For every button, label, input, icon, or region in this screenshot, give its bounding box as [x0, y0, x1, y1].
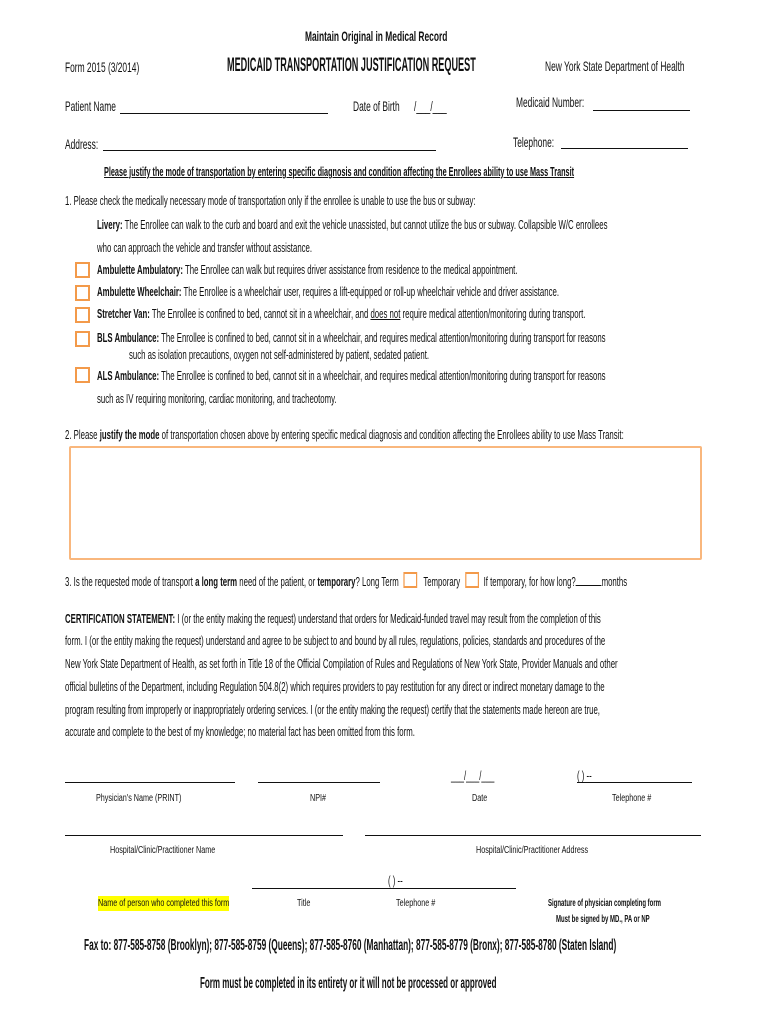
title-label: Title [297, 898, 311, 909]
physician-phone-field[interactable]: ( ) -- [577, 768, 592, 783]
checkbox-als-ambulance[interactable] [75, 367, 90, 383]
date-field[interactable]: ___/___/___ [451, 768, 495, 783]
completed-by-phone-field[interactable]: ( ) -- [388, 873, 403, 888]
option-emphasis: does not [370, 306, 401, 321]
q2-a: 2. Please [65, 427, 100, 442]
form-title: MEDICAID TRANSPORTATION JUSTIFICATION REQUEST [227, 55, 476, 76]
checkbox-ambulette-ambulatory[interactable] [75, 262, 90, 278]
agency: New York State Department of Health [545, 58, 685, 74]
checkbox-temporary[interactable] [465, 572, 479, 588]
date-label: Date [472, 793, 488, 804]
q2-text [65, 427, 624, 442]
hospital-name-field[interactable] [65, 835, 343, 836]
cert-line-1: form. I (or the entity making the request) understand and agree to be subject to and bound by all rules, regulations, policies, standards and procedures of the [65, 633, 606, 648]
dob-field[interactable]: /___/___ [414, 98, 447, 114]
checkbox-long-term[interactable] [404, 572, 418, 588]
option-ambulette-wheelchair [97, 284, 559, 299]
cert-label: CERTIFICATION STATEMENT: [65, 611, 176, 626]
telephone-label: Telephone: [513, 134, 555, 150]
telephone-label: Telephone # [612, 793, 652, 804]
q3-b: a long term [195, 574, 238, 589]
option-desc: The Enrollee is confined to bed, cannot sit in a wheelchair, and [149, 306, 371, 321]
q3-d: temporary [317, 574, 356, 589]
temporary-label: Temporary [423, 574, 461, 589]
option-desc: The Enrollee can walk but requires driver assistance from residence to the medical appointment. [182, 262, 518, 277]
checkbox-stretcher-van[interactable] [75, 307, 90, 323]
q3-a: 3. Is the requested mode of transport [65, 574, 196, 589]
option-desc: The Enrollee is a wheelchair user, requires a lift-equipped or roll-up wheelchair vehicle and driver assistance. [181, 284, 560, 299]
option-als-ambulance [97, 368, 606, 383]
q3-c: need of the patient, or [237, 574, 318, 589]
hospital-address-field[interactable] [365, 835, 701, 836]
option-bls-ambulance [97, 330, 606, 345]
completed-by-label: Name of person who completed this form [98, 898, 230, 909]
months-label: months [601, 574, 628, 589]
patient-name-label: Patient Name [65, 98, 116, 114]
instruction: Please justify the mode of transportation by entering specific diagnosis and condition affecting the Enrollees ability to use Mass Transit [104, 164, 575, 179]
telephone-label-2: Telephone # [396, 898, 436, 909]
title-phone-field[interactable] [252, 888, 516, 889]
option-label: Ambulette Ambulatory: [97, 262, 183, 277]
option-ambulette-ambulatory [97, 262, 518, 277]
cert-line-3: official bulletins of the Department, including Regulation 504.8(2) which requires providers to pay restitution for any direct or indirect monetary damage to the [65, 679, 605, 694]
physician-phone-line [577, 782, 692, 783]
checkbox-ambulette-wheelchair[interactable] [75, 285, 90, 301]
option-bls-line2: such as isolation precautions, oxygen not self-administered by patient, sedated patient. [129, 347, 430, 362]
livery-line2: who can approach the vehicle and transfer without assistance. [97, 240, 313, 255]
top-note: Maintain Original in Medical Record [305, 28, 448, 44]
q2-c: of transportation chosen above by entering specific medical diagnosis and condition affecting the Enrollees ability to use Mass Transit: [159, 427, 624, 442]
address-field[interactable] [103, 150, 436, 151]
how-long-field[interactable] [576, 573, 602, 586]
cert-line-5: accurate and complete to the best of my knowledge; no material fact has been omitted from this form. [65, 724, 415, 739]
q3-row [65, 572, 627, 589]
q1-text: 1. Please check the medically necessary mode of transportation only if the enrollee is unable to use the bus or subway: [65, 193, 476, 208]
cert-text: I (or the entity making the request) understand that orders for Medicaid-funded travel may result from the completion of this [175, 611, 601, 626]
livery-desc: The Enrollee can walk to the curb and board and exit the vehicle unassisted, but cannot utilize the bus or subway. Collapsible W/C enrollees [122, 217, 608, 232]
option-label: ALS Ambulance: [97, 368, 160, 383]
signature-label: Signature of physician completing form [548, 898, 662, 909]
npi-field[interactable] [258, 782, 380, 783]
patient-name-field[interactable] [120, 113, 328, 114]
form-id: Form 2015 (3/2014) [65, 59, 140, 75]
justification-textarea[interactable] [69, 446, 702, 560]
telephone-field[interactable] [561, 148, 688, 149]
q2-b: justify the mode [99, 427, 160, 442]
checkbox-bls-ambulance[interactable] [75, 331, 90, 347]
livery-line1 [97, 217, 607, 232]
fax-numbers: Fax to: 877-585-8758 (Brooklyn); 877-585-8759 (Queens); 877-585-8760 (Manhattan); 877-585-8779 (Bronx); 877-585-8780 (Staten Island) [84, 937, 617, 954]
medicaid-number-field[interactable] [593, 110, 690, 111]
address-label: Address: [65, 136, 99, 152]
hospital-name-label: Hospital/Clinic/Practitioner Name [110, 845, 216, 856]
physician-name-label: Physician's Name (PRINT) [96, 793, 182, 804]
q3-e: ? Long Term [355, 574, 399, 589]
option-desc: The Enrollee is confined to bed, cannot sit in a wheelchair, and requires medical attention/monitoring during transport for reasons [159, 330, 606, 345]
cert-line-0 [65, 611, 601, 626]
physician-name-field[interactable] [65, 782, 235, 783]
hospital-address-label: Hospital/Clinic/Practitioner Address [476, 845, 589, 856]
dob-label: Date of Birth [353, 98, 400, 114]
option-label: Stretcher Van: [97, 306, 150, 321]
cert-line-4: program resulting from improperly or inappropriately ordering services. I (or the entity making the request) certify that the statements made hereon are true, [65, 702, 600, 717]
livery-label: Livery: [97, 217, 123, 232]
option-label: Ambulette Wheelchair: [97, 284, 182, 299]
option-desc: The Enrollee is confined to bed, cannot sit in a wheelchair, and requires medical attention/monitoring during transport for reasons [159, 368, 606, 383]
option-stretcher-van [97, 306, 586, 321]
footer-notice: Form must be completed in its entirety or it will not be processed or approved [200, 975, 497, 992]
cert-line-2: New York State Department of Health, as set forth in Title 18 of the Official Compilation of Rules and Regulations of New York State, Provider Manuals and other [65, 656, 618, 671]
medicaid-number-label: Medicaid Number: [516, 94, 585, 110]
option-als-line2: such as IV requiring monitoring, cardiac monitoring, and tracheotomy. [97, 391, 337, 406]
option-desc-end: require medical attention/monitoring during transport. [400, 306, 586, 321]
how-long-label: If temporary, for how long? [483, 574, 576, 589]
option-label: BLS Ambulance: [97, 330, 160, 345]
npi-label: NPI# [310, 793, 327, 804]
signature-note: Must be signed by MD., PA or NP [556, 914, 650, 925]
